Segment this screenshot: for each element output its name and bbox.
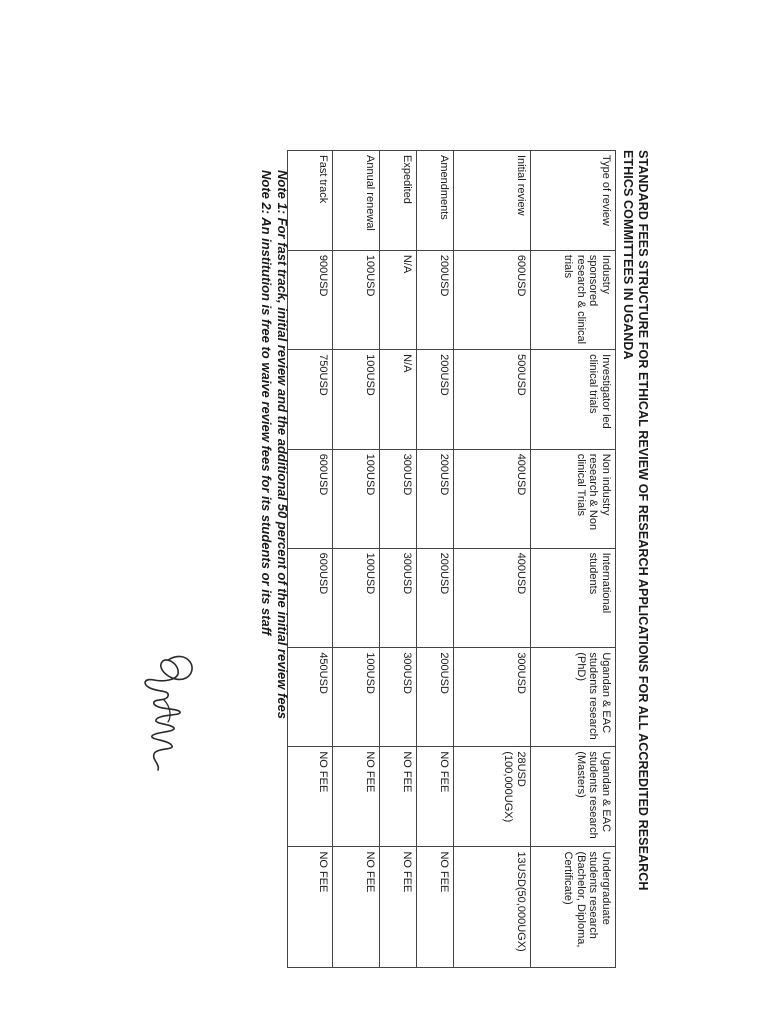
table-cell: 600USD (288, 449, 333, 548)
table-header-row (531, 151, 616, 968)
header-undergraduate: Undergraduate students research (Bachelor, Diploma, Certificate) (531, 847, 616, 968)
table-cell: 100USD (333, 250, 380, 349)
document-title: STANDARD FEES STRUCTURE FOR ETHICAL REVIEW OF RESEARCH APPLICATIONS FOR ALL ACCREDITED RESEARCH ETHICS COMMITTEES IN UGANDA (621, 150, 650, 891)
table-cell: 600USD (454, 250, 531, 349)
table-cell: NO FEE (333, 847, 380, 968)
table-cell: N/A (380, 350, 417, 450)
table-cell: 100USD (333, 648, 380, 747)
signature-icon (128, 640, 208, 790)
table-cell: 450USD (288, 648, 333, 747)
table-cell: 200USD (417, 250, 454, 349)
table-cell: 300USD (454, 648, 531, 747)
table-cell: NO FEE (333, 747, 380, 847)
table-cell: Expedited (380, 151, 417, 251)
table-cell: 900USD (288, 250, 333, 349)
table-cell: 28USD (100,000UGX) (454, 747, 531, 847)
table-cell: 400USD (454, 548, 531, 648)
table-row (288, 151, 333, 968)
table-cell: 750USD (288, 350, 333, 450)
table-cell: 100USD (333, 350, 380, 450)
table-cell: NO FEE (417, 847, 454, 968)
header-investigator-led: Investigator led clinical trials (531, 350, 616, 450)
table-cell: N/A (380, 250, 417, 349)
table-cell: NO FEE (380, 847, 417, 968)
table-cell: 600USD (288, 548, 333, 648)
table-cell: NO FEE (288, 847, 333, 968)
table-row (454, 151, 531, 968)
table-cell: NO FEE (288, 747, 333, 847)
table-cell: 300USD (380, 548, 417, 648)
table-cell: 13USD(50,000UGX) (454, 847, 531, 968)
note-1: Note 1: For fast track, initial review and the additional 50 percent of the initial review fees (275, 170, 290, 720)
table-cell: NO FEE (380, 747, 417, 847)
table-cell: Amendments (417, 151, 454, 251)
header-ugandan-phd: Ugandan & EAC students research (PhD) (531, 648, 616, 747)
table-cell: 200USD (417, 449, 454, 548)
fees-table (287, 150, 616, 968)
table-cell: 200USD (417, 648, 454, 747)
header-industry-sponsored: Industry sponsored research & clinical trials (531, 250, 616, 349)
table-cell: Annual renewal (333, 151, 380, 251)
header-non-industry: Non industry research & Non clinical Trials (531, 449, 616, 548)
table-cell: NO FEE (417, 747, 454, 847)
note-2: Note 2: An institution is free to waive review fees for its students or its staff (259, 170, 274, 636)
table-cell: 100USD (333, 449, 380, 548)
header-ugandan-masters: Ugandan & EAC students research (Masters) (531, 747, 616, 847)
header-type-of-review: Type of review (531, 151, 616, 251)
table-cell: Initial review (454, 151, 531, 251)
footnotes (258, 170, 290, 930)
table-cell: 300USD (380, 648, 417, 747)
table-cell: 300USD (380, 449, 417, 548)
table-cell: Fast track (288, 151, 333, 251)
table-row (380, 151, 417, 968)
header-international-students: International students (531, 548, 616, 648)
table-cell: 200USD (417, 548, 454, 648)
table-cell: 200USD (417, 350, 454, 450)
table-row (417, 151, 454, 968)
table-row (333, 151, 380, 968)
table-cell: 400USD (454, 449, 531, 548)
table-cell: 500USD (454, 350, 531, 450)
table-cell: 100USD (333, 548, 380, 648)
